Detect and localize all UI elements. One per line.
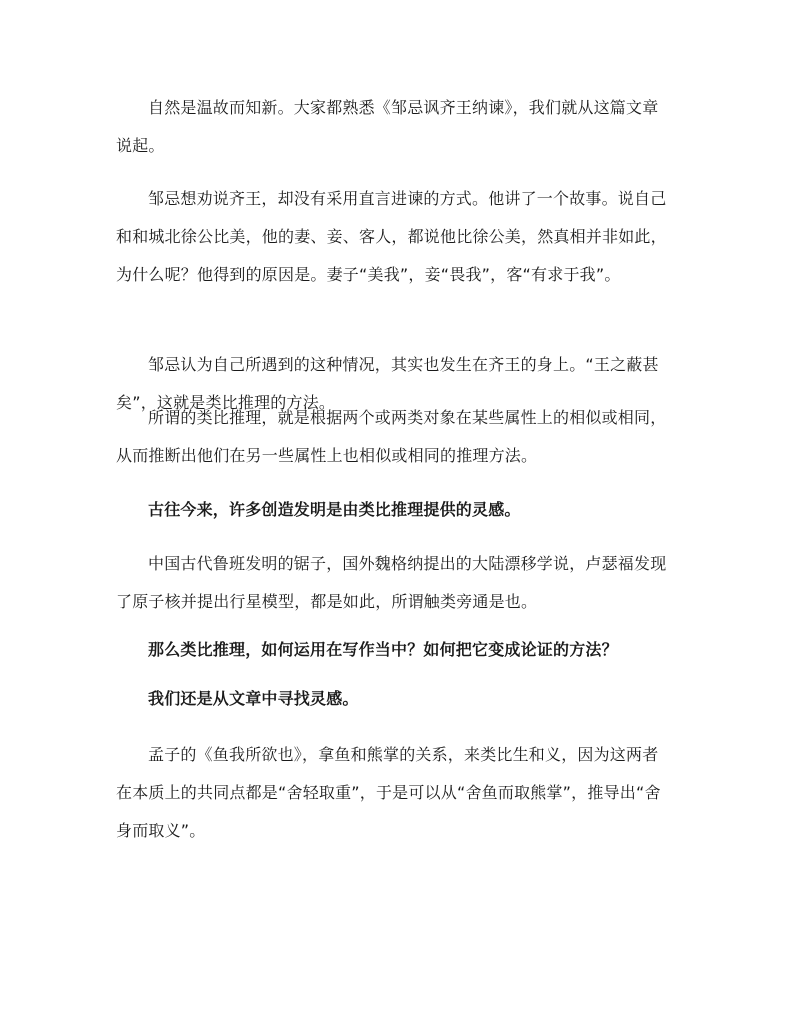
paragraph-analogy: 邹忌认为自己所遇到的这种情况，其实也发生在齐王的身上。“王之蔽甚矣”，这就是类比推理的方法。 — [116, 355, 659, 412]
paragraph-heading-inventions: 古往今来，许多创造发明是由类比推理提供的灵感。 — [148, 500, 521, 519]
paragraph-examples: 中国古代鲁班发明的锯子，国外魏格纳提出的大陆漂移学说，卢瑟福发现了原子核并提出行星模型，都是如此，所谓触类旁通是也。 — [116, 554, 667, 611]
paragraph-heading-question: 那么类比推理，如何运用在写作当中？如何把它变成论证的方法？ — [148, 640, 618, 659]
paragraph-intro: 自然是温故而知新。大家都熟悉《邹忌讽齐王纳谏》，我们就从这篇文章说起。 — [116, 98, 659, 155]
paragraph-definition: 所谓的类比推理，就是根据两个或两类对象在某些属性上的相似或相同，从而推断出他们在另一些属性上也相似或相同的推理方法。 — [116, 408, 667, 465]
paragraph-heading-inspiration: 我们还是从文章中寻找灵感。 — [148, 689, 359, 708]
paragraph-story: 邹忌想劝说齐王，却没有采用直言进谏的方式。他讲了一个故事。说自己和和城北徐公比美，他的妻、妾、客人，都说他比徐公美，然真相并非如此，为什么呢？他得到的原因是。妻子“美我”，妾“畏我”，客“有求于我”。 — [116, 189, 667, 284]
paragraph-mencius: 孟子的《鱼我所欲也》，拿鱼和熊掌的关系，来类比生和义，因为这两者在本质上的共同点都是“舍轻取重”，于是可以从“舍鱼而取熊掌”，推导出“舍身而取义”。 — [116, 745, 661, 840]
